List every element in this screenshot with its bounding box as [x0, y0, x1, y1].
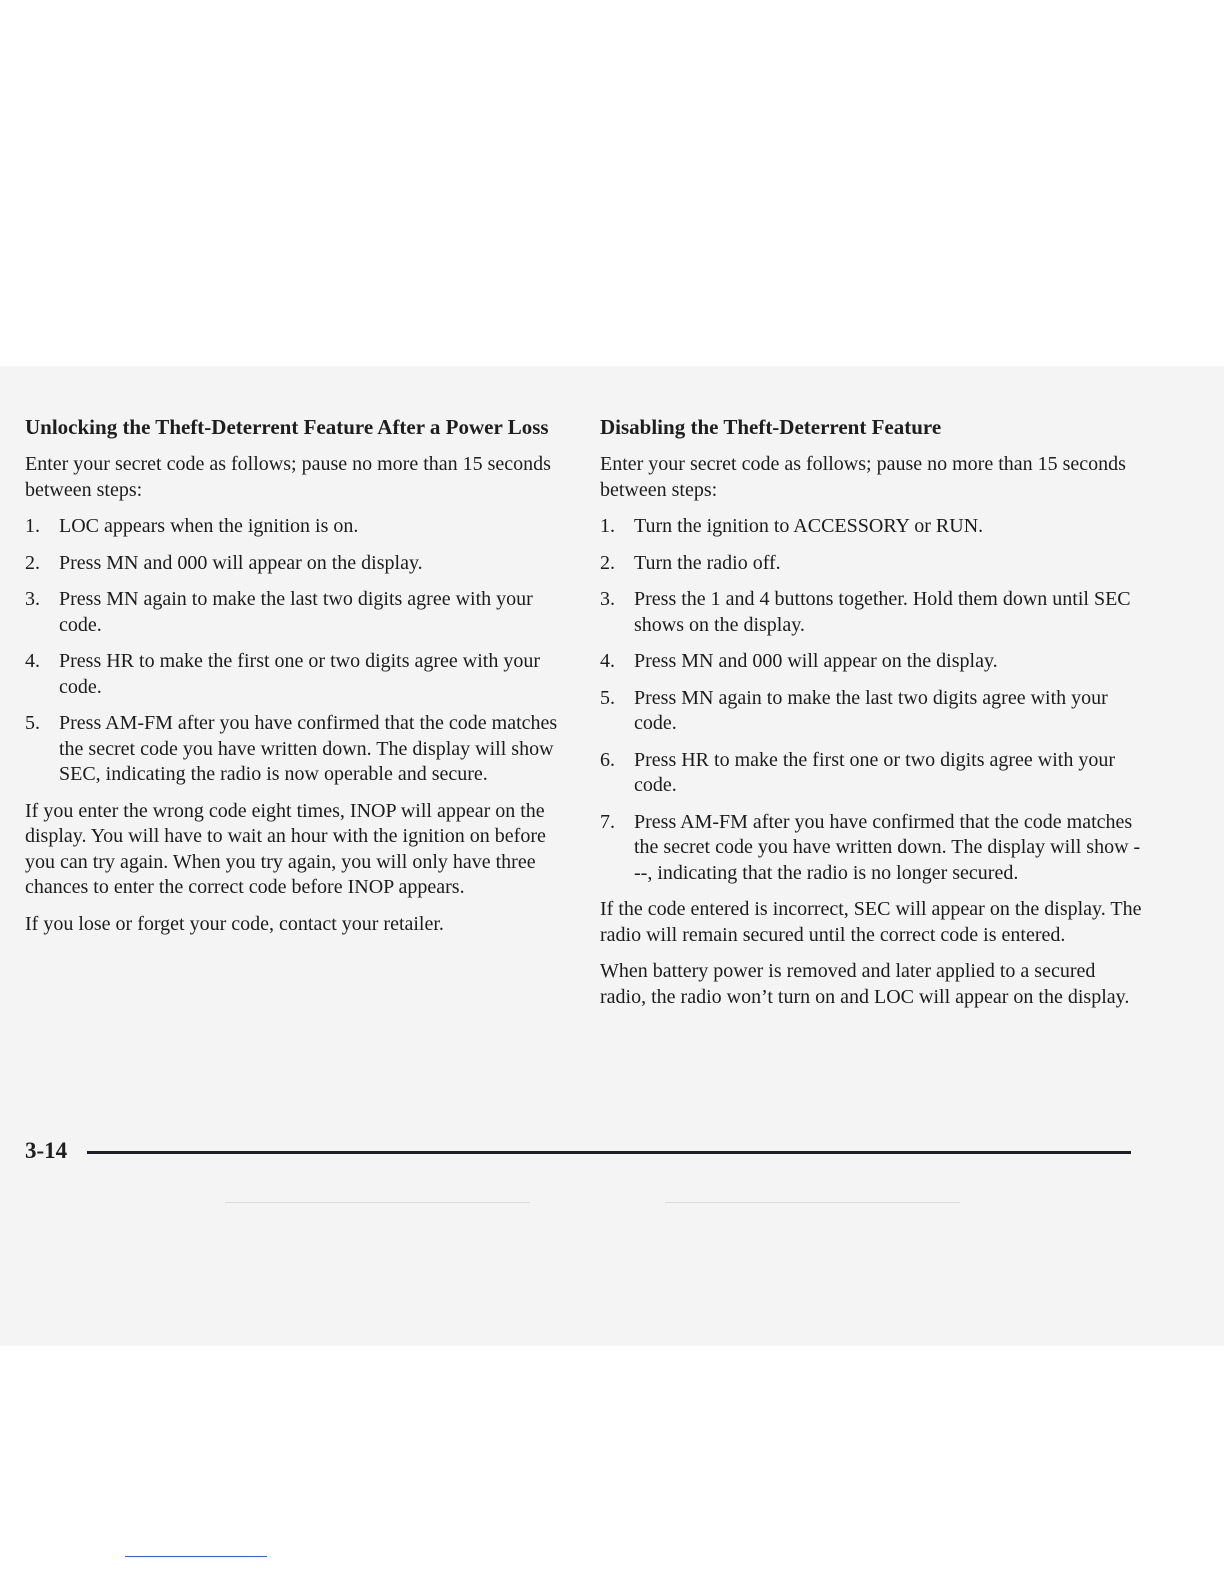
- right-paragraph-battery-power: When battery power is removed and later applied to a secured radio, the radio won’t turn on and LOC will appear on the display.: [600, 960, 1130, 1008]
- list-item: [600, 551, 1145, 577]
- right-section-heading: Disabling the Theft-Deterrent Feature: [600, 415, 942, 439]
- step-number: 3.: [25, 588, 40, 610]
- step-text: Press HR to make the first one or two digits agree with your code.: [59, 650, 541, 698]
- list-item: [25, 551, 570, 577]
- list-item: [600, 748, 1145, 799]
- step-text: Press AM-FM after you have confirmed that the code matches the secret code you have written down. The display will show SEC, indicating the radio is now operable and secure.: [59, 712, 558, 785]
- list-item: [25, 514, 570, 540]
- page-number: 3-14: [25, 1138, 68, 1163]
- faint-divider-right: [665, 1202, 960, 1203]
- step-text: Turn the radio off.: [634, 551, 781, 574]
- list-item: [600, 649, 1145, 675]
- step-number: 5.: [25, 712, 40, 734]
- list-item: [600, 810, 1145, 887]
- step-text: Press the 1 and 4 buttons together. Hold them down until SEC shows on the display.: [634, 588, 1131, 636]
- step-number: 3.: [600, 588, 615, 610]
- list-item: [25, 711, 570, 788]
- step-number: 2.: [600, 551, 615, 574]
- list-item: [600, 587, 1145, 638]
- page-footer: [25, 1136, 1131, 1166]
- right-section-intro: Enter your secret code as follows; pause no more than 15 seconds between steps:: [600, 453, 1126, 501]
- right-paragraph-incorrect-code: If the code entered is incorrect, SEC will appear on the display. The radio will remain secured until the correct code is entered.: [600, 898, 1142, 946]
- step-text: Press MN again to make the last two digits agree with your code.: [59, 588, 533, 636]
- right-column: [600, 414, 1145, 1021]
- step-text: LOC appears when the ignition is on.: [59, 515, 359, 537]
- list-item: [600, 514, 1145, 540]
- bottom-underline: [125, 1556, 267, 1557]
- step-text: Press MN and 000 will appear on the display.: [59, 551, 423, 574]
- step-number: 4.: [25, 650, 40, 672]
- list-item: [600, 686, 1145, 737]
- faint-divider-left: [225, 1202, 530, 1203]
- footer-rule: [87, 1151, 1131, 1154]
- step-number: 5.: [600, 686, 615, 709]
- step-text: Press MN again to make the last two digits agree with your code.: [634, 686, 1108, 734]
- step-number: 7.: [600, 810, 615, 833]
- step-text: Press HR to make the first one or two digits agree with your code.: [634, 748, 1116, 796]
- step-text: Press AM-FM after you have confirmed that the code matches the secret code you have written down. The display will show ---, indicating that the radio is no longer secured.: [634, 810, 1141, 884]
- step-number: 4.: [600, 650, 615, 672]
- page-panel: [0, 366, 1224, 1346]
- list-item: [25, 649, 570, 700]
- left-section-intro: Enter your secret code as follows; pause no more than 15 seconds between steps:: [25, 453, 551, 501]
- left-steps-list: [25, 514, 570, 788]
- step-text: Press MN and 000 will appear on the display.: [634, 650, 998, 672]
- list-item: [25, 587, 570, 638]
- left-paragraph-wrong-code: If you enter the wrong code eight times, INOP will appear on the display. You will have to wait an hour with the ignition on before you can try again. When you try again, you will only have three chances to enter the correct code before INOP appears.: [25, 799, 546, 898]
- step-number: 1.: [600, 515, 615, 537]
- left-paragraph-lose-code: If you lose or forget your code, contact your retailer.: [25, 912, 444, 935]
- left-section-heading: Unlocking the Theft-Deterrent Feature After a Power Loss: [25, 415, 549, 439]
- step-text: Turn the ignition to ACCESSORY or RUN.: [634, 515, 984, 537]
- step-number: 1.: [25, 515, 40, 537]
- step-number: 6.: [600, 748, 615, 771]
- step-number: 2.: [25, 551, 40, 574]
- right-steps-list: [600, 514, 1145, 886]
- left-column: [25, 414, 570, 948]
